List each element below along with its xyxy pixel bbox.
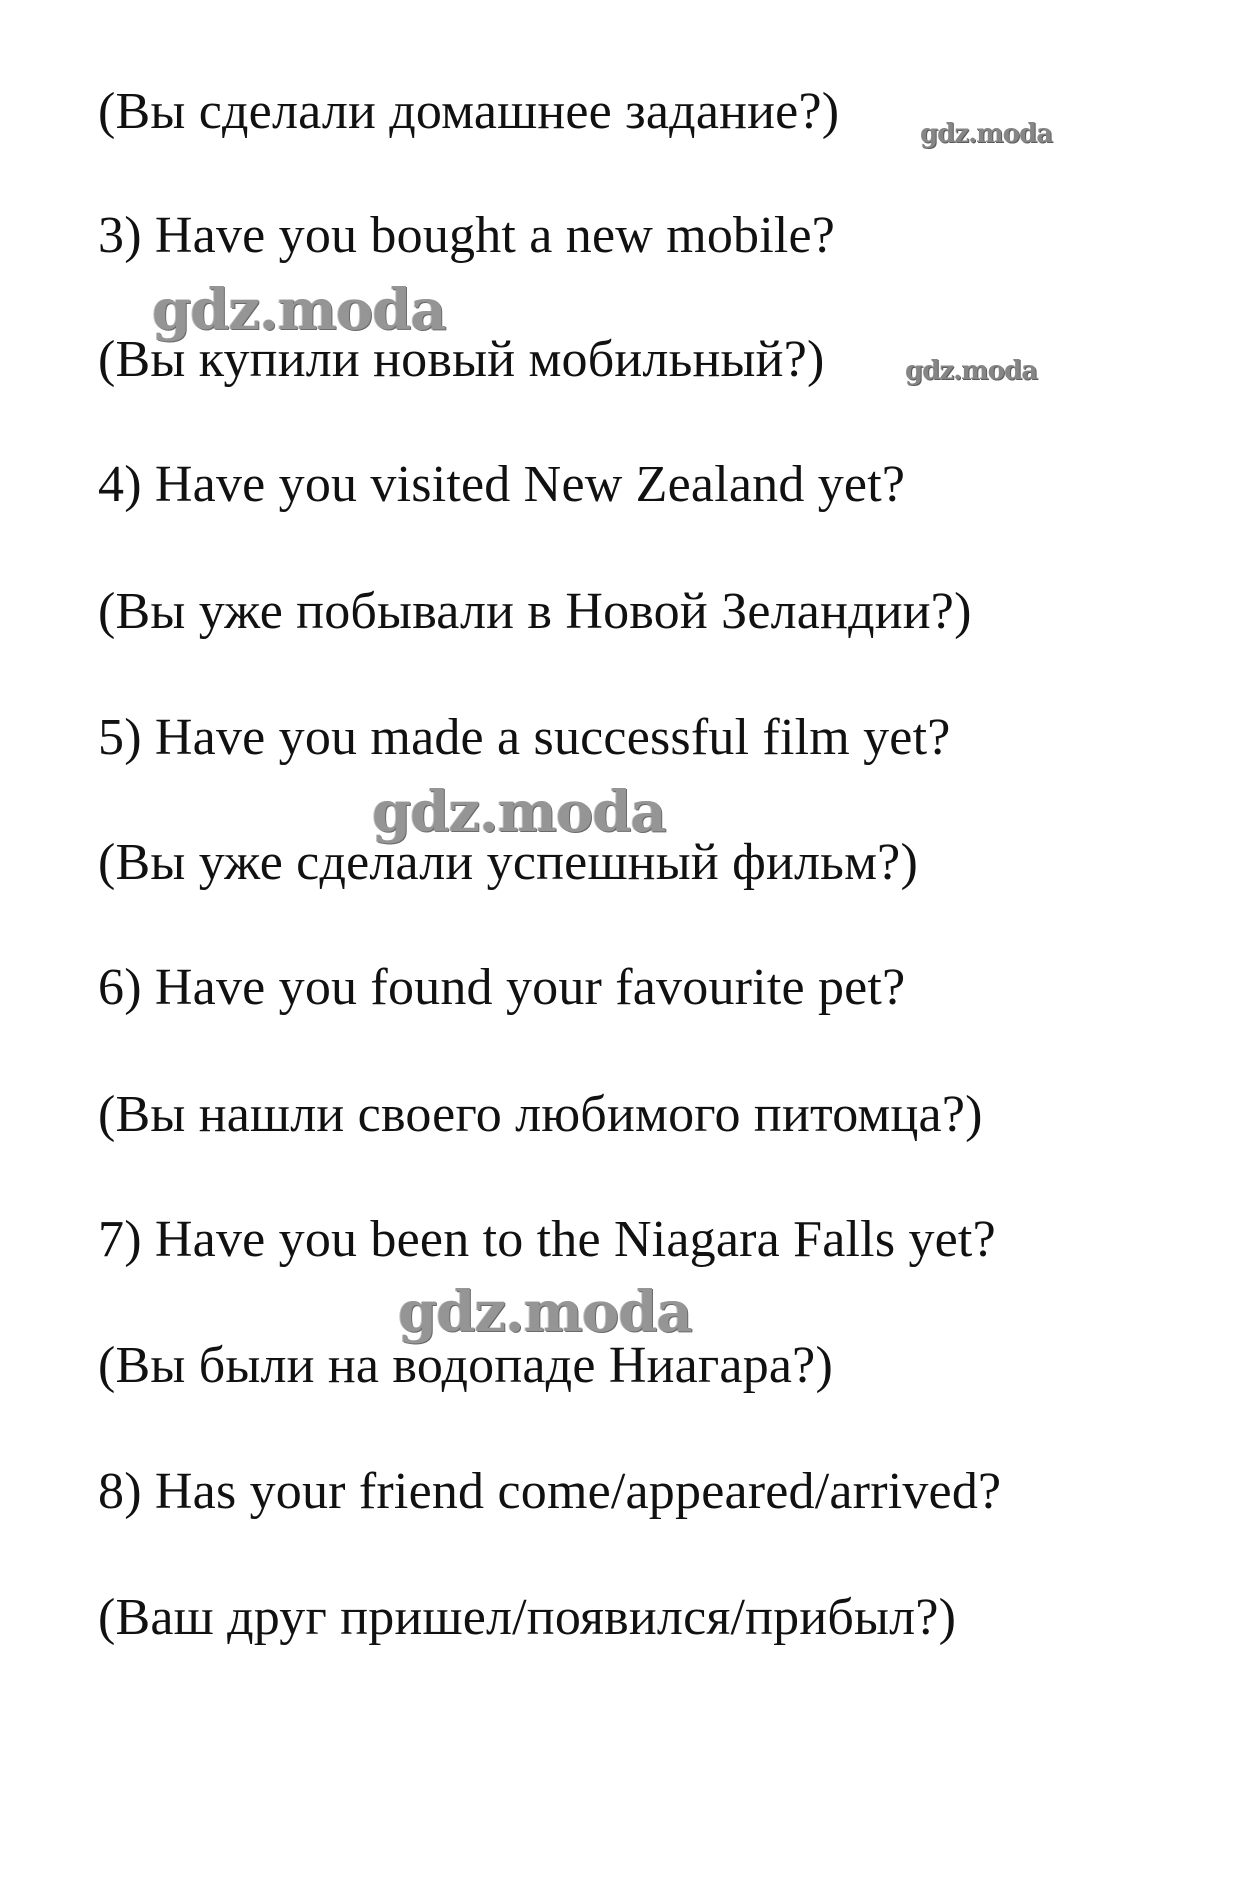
watermark-large: gdz.moda [152, 277, 446, 343]
question-5: 5) Have you made a successful film yet? [98, 709, 951, 766]
watermark-large: gdz.moda [372, 779, 666, 845]
translation-4: (Вы уже побывали в Новой Зеландии?) [98, 583, 972, 640]
translation-8: (Ваш друг пришел/появился/прибыл?) [98, 1589, 957, 1646]
question-6: 6) Have you found your favourite pet? [98, 959, 906, 1016]
question-8: 8) Has your friend come/appeared/arrived? [98, 1463, 1002, 1520]
translation-6: (Вы нашли своего любимого питомца?) [98, 1086, 983, 1143]
question-7: 7) Have you been to the Niagara Falls yet? [98, 1211, 996, 1268]
watermark-small: gdz.moda [920, 119, 1053, 149]
question-4: 4) Have you visited New Zealand yet? [98, 456, 906, 513]
translation-3: (Вы купили новый мобильный?) [98, 331, 825, 388]
watermark-large: gdz.moda [398, 1279, 692, 1345]
watermark-small: gdz.moda [905, 356, 1038, 386]
question-3: 3) Have you bought a new mobile? [98, 207, 836, 264]
translation-7: (Вы были на водопаде Ниагара?) [98, 1337, 833, 1394]
translation-line-2: (Вы сделали домашнее задание?) [98, 83, 840, 140]
translation-5: (Вы уже сделали успешный фильм?) [98, 834, 918, 891]
